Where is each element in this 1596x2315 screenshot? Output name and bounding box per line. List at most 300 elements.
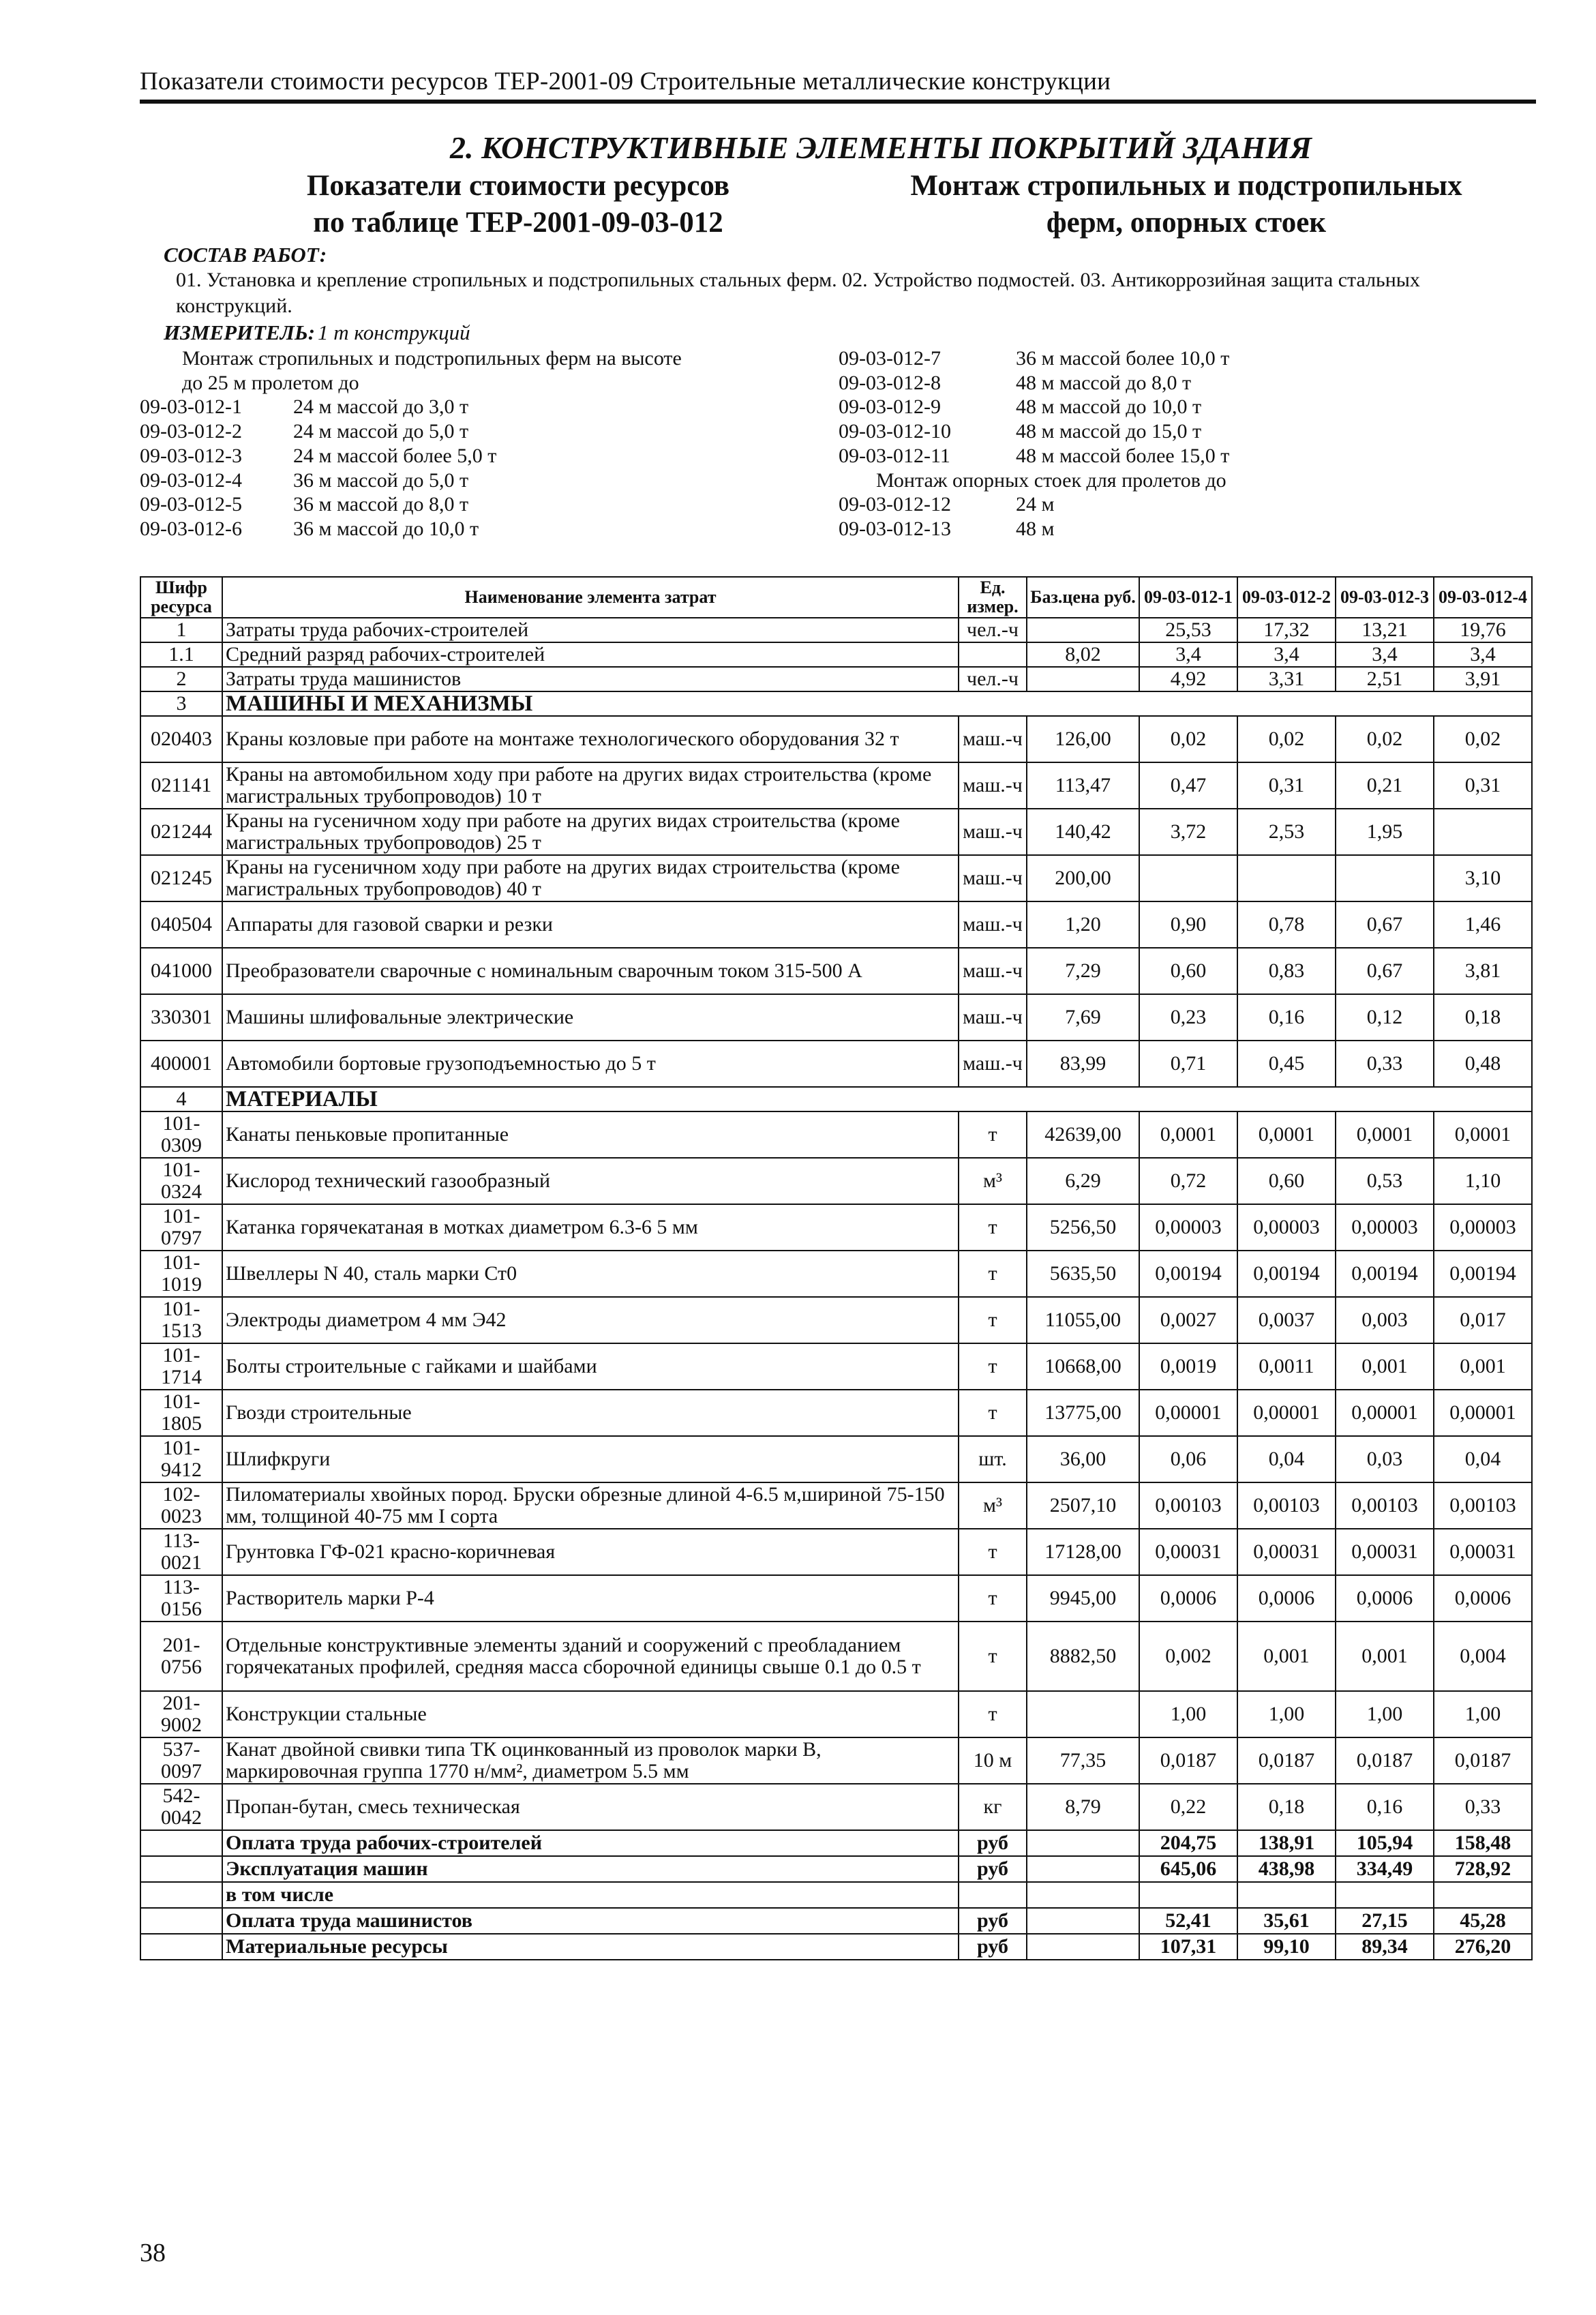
value-cell: 3,10 <box>1434 855 1532 901</box>
value-cell: 0,04 <box>1237 1436 1336 1482</box>
value-cell: 0,0001 <box>1336 1111 1434 1158</box>
resource-name: Кислород технический газообразный <box>222 1158 959 1204</box>
value-cell: 4,92 <box>1139 667 1237 691</box>
column-header: 09-03-012-3 <box>1336 577 1434 618</box>
summary-value: 27,15 <box>1336 1908 1434 1934</box>
table-row <box>140 1041 1532 1087</box>
value-cell: 0,001 <box>1336 1343 1434 1390</box>
resource-code: 542-0042 <box>140 1784 222 1830</box>
value-cell: 0,0001 <box>1237 1111 1336 1158</box>
code-id: 09-03-012-5 <box>140 493 242 516</box>
code-row <box>140 492 753 517</box>
summary-price <box>1027 1908 1139 1934</box>
summary-value: 334,49 <box>1336 1856 1434 1882</box>
resource-name: Канаты пеньковые пропитанные <box>222 1111 959 1158</box>
resource-code: 2 <box>140 667 222 691</box>
value-cell: 0,0037 <box>1237 1297 1336 1343</box>
subtitle-right <box>900 168 1473 241</box>
summary-value: 105,94 <box>1336 1830 1434 1856</box>
table-row <box>140 1343 1532 1390</box>
codes-intro-line: до 25 м пролетом до <box>182 371 359 394</box>
value-cell: 0,00103 <box>1139 1482 1237 1529</box>
base-price-cell: 5256,50 <box>1027 1204 1139 1251</box>
value-cell: 0,02 <box>1139 716 1237 762</box>
header-rule <box>140 100 1536 104</box>
value-cell: 0,00003 <box>1237 1204 1336 1251</box>
value-cell: 3,4 <box>1139 642 1237 667</box>
value-cell: 0,0001 <box>1434 1111 1532 1158</box>
code-desc: 48 м массой до 8,0 т <box>1016 371 1192 394</box>
resource-code: 201-0756 <box>140 1622 222 1691</box>
summary-name: Материальные ресурсы <box>222 1934 959 1960</box>
value-cell: 0,00031 <box>1336 1529 1434 1575</box>
value-cell <box>1434 809 1532 855</box>
value-cell: 0,12 <box>1336 994 1434 1041</box>
base-price-cell: 8882,50 <box>1027 1622 1139 1691</box>
summary-price <box>1027 1934 1139 1960</box>
summary-spacer <box>140 1882 222 1908</box>
value-cell <box>1237 855 1336 901</box>
base-price-cell: 36,00 <box>1027 1436 1139 1482</box>
table-row <box>140 809 1532 855</box>
table-row <box>140 1087 1532 1111</box>
base-price-cell: 140,42 <box>1027 809 1139 855</box>
value-cell: 1,00 <box>1139 1691 1237 1737</box>
table-row <box>140 762 1532 809</box>
base-price-cell: 2507,10 <box>1027 1482 1139 1529</box>
value-cell: 0,71 <box>1139 1041 1237 1087</box>
value-cell: 0,00031 <box>1434 1529 1532 1575</box>
table-row <box>140 1297 1532 1343</box>
summary-name: в том числе <box>222 1882 959 1908</box>
value-cell: 17,32 <box>1237 618 1336 642</box>
value-cell: 0,00001 <box>1237 1390 1336 1436</box>
base-price-cell: 7,29 <box>1027 948 1139 994</box>
summary-value: 45,28 <box>1434 1908 1532 1934</box>
base-price-cell: 6,29 <box>1027 1158 1139 1204</box>
table-row <box>140 1784 1532 1830</box>
value-cell: 0,00003 <box>1139 1204 1237 1251</box>
table-row <box>140 1436 1532 1482</box>
summary-value: 158,48 <box>1434 1830 1532 1856</box>
code-desc: 24 м массой более 5,0 т <box>293 444 497 467</box>
resource-code: 4 <box>140 1087 222 1111</box>
resource-name: Растворитель марки Р-4 <box>222 1575 959 1622</box>
page-number: 38 <box>140 2239 166 2267</box>
summary-spacer <box>140 1934 222 1960</box>
summary-row <box>140 1856 1532 1882</box>
code-id: 09-03-012-11 <box>839 444 950 467</box>
value-cell: 3,4 <box>1434 642 1532 667</box>
code-desc: 48 м массой более 15,0 т <box>1016 444 1230 467</box>
value-cell: 0,00031 <box>1139 1529 1237 1575</box>
column-header: Ед. измер. <box>959 577 1027 618</box>
value-cell: 1,46 <box>1434 901 1532 948</box>
resource-code: 020403 <box>140 716 222 762</box>
value-cell: 0,53 <box>1336 1158 1434 1204</box>
codes-subheading: Монтаж опорных стоек для пролетов до <box>876 468 1226 492</box>
code-row <box>140 444 753 468</box>
code-desc: 48 м <box>1016 517 1055 540</box>
table-row <box>140 1204 1532 1251</box>
section-title: 2. КОНСТРУКТИВНЫЕ ЭЛЕМЕНТЫ ПОКРЫТИЙ ЗДАНИЯ <box>450 130 1312 165</box>
resource-name: Электроды диаметром 4 мм Э42 <box>222 1297 959 1343</box>
unit-cell: 10 м <box>959 1737 1027 1784</box>
value-cell: 0,0187 <box>1139 1737 1237 1784</box>
base-price-cell: 13775,00 <box>1027 1390 1139 1436</box>
code-id: 09-03-012-3 <box>140 444 242 467</box>
value-cell: 2,51 <box>1336 667 1434 691</box>
subtitle-right-line: Монтаж стропильных и подстропильных <box>910 170 1462 202</box>
value-cell: 1,10 <box>1434 1158 1532 1204</box>
unit-cell: т <box>959 1575 1027 1622</box>
unit-cell: т <box>959 1622 1027 1691</box>
value-cell: 0,0006 <box>1434 1575 1532 1622</box>
resource-name: Преобразователи сварочные с номинальным сварочным током 315-500 А <box>222 948 959 994</box>
resource-code: 330301 <box>140 994 222 1041</box>
base-price-cell: 1,20 <box>1027 901 1139 948</box>
value-cell: 0,23 <box>1139 994 1237 1041</box>
summary-value <box>1336 1882 1434 1908</box>
value-cell: 0,18 <box>1434 994 1532 1041</box>
table-row <box>140 948 1532 994</box>
value-cell: 0,003 <box>1336 1297 1434 1343</box>
unit-cell: м³ <box>959 1482 1027 1529</box>
code-desc: 36 м массой до 10,0 т <box>293 517 479 540</box>
resource-code: 041000 <box>140 948 222 994</box>
resource-name: Аппараты для газовой сварки и резки <box>222 901 959 948</box>
value-cell: 0,18 <box>1237 1784 1336 1830</box>
summary-row <box>140 1882 1532 1908</box>
unit-cell: т <box>959 1204 1027 1251</box>
resource-code: 201-9002 <box>140 1691 222 1737</box>
resource-name: Краны козловые при работе на монтаже технологического оборудования 32 т <box>222 716 959 762</box>
unit-cell <box>959 642 1027 667</box>
value-cell: 1,95 <box>1336 809 1434 855</box>
resource-code: 101-1714 <box>140 1343 222 1390</box>
summary-value: 138,91 <box>1237 1830 1336 1856</box>
resource-code: 101-1019 <box>140 1251 222 1297</box>
summary-spacer <box>140 1830 222 1856</box>
value-cell: 0,001 <box>1336 1622 1434 1691</box>
value-cell: 0,004 <box>1434 1622 1532 1691</box>
value-cell: 0,02 <box>1237 716 1336 762</box>
value-cell: 0,0001 <box>1139 1111 1237 1158</box>
section-heading: МАТЕРИАЛЫ <box>222 1087 1532 1111</box>
value-cell: 0,017 <box>1434 1297 1532 1343</box>
base-price-cell: 8,02 <box>1027 642 1139 667</box>
code-id: 09-03-012-1 <box>140 395 242 419</box>
code-row <box>839 395 1520 419</box>
meter-value: 1 т конструкций <box>318 320 470 344</box>
subtitle-left-line: Показатели стоимости ресурсов <box>306 170 730 202</box>
value-cell: 0,31 <box>1237 762 1336 809</box>
value-cell: 1,00 <box>1336 1691 1434 1737</box>
resource-code: 537-0097 <box>140 1737 222 1784</box>
column-header: 09-03-012-2 <box>1237 577 1336 618</box>
unit-cell: т <box>959 1343 1027 1390</box>
base-price-cell <box>1027 618 1139 642</box>
resource-code: 1 <box>140 618 222 642</box>
value-cell: 0,00194 <box>1139 1251 1237 1297</box>
unit-cell: т <box>959 1111 1027 1158</box>
value-cell: 0,33 <box>1434 1784 1532 1830</box>
resource-code: 021141 <box>140 762 222 809</box>
value-cell <box>1336 855 1434 901</box>
summary-value: 728,92 <box>1434 1856 1532 1882</box>
resource-code: 3 <box>140 691 222 716</box>
resource-name: Швеллеры N 40, сталь марки Ст0 <box>222 1251 959 1297</box>
code-id: 09-03-012-6 <box>140 517 242 540</box>
meter-label: ИЗМЕРИТЕЛЬ: <box>164 320 316 344</box>
summary-value: 35,61 <box>1237 1908 1336 1934</box>
value-cell: 3,4 <box>1336 642 1434 667</box>
summary-unit: руб <box>959 1934 1027 1960</box>
resource-code: 101-0324 <box>140 1158 222 1204</box>
meter <box>164 320 470 345</box>
base-price-cell: 10668,00 <box>1027 1343 1139 1390</box>
table-row <box>140 716 1532 762</box>
unit-cell: м³ <box>959 1158 1027 1204</box>
value-cell: 0,78 <box>1237 901 1336 948</box>
value-cell: 3,4 <box>1237 642 1336 667</box>
unit-cell: чел.-ч <box>959 667 1027 691</box>
value-cell: 0,04 <box>1434 1436 1532 1482</box>
column-header: 09-03-012-4 <box>1434 577 1532 618</box>
works-text: 01. Установка и крепление стропильных и подстропильных стальных ферм. 02. Устройство подмостей. 03. Антикоррозийная защита стальных конструкций. <box>176 269 1420 317</box>
value-cell: 0,47 <box>1139 762 1237 809</box>
value-cell: 0,0187 <box>1434 1737 1532 1784</box>
unit-cell: т <box>959 1297 1027 1343</box>
value-cell: 0,00001 <box>1434 1390 1532 1436</box>
code-row <box>839 517 1520 541</box>
value-cell: 0,002 <box>1139 1622 1237 1691</box>
summary-value <box>1139 1882 1237 1908</box>
value-cell: 0,00001 <box>1336 1390 1434 1436</box>
value-cell: 0,72 <box>1139 1158 1237 1204</box>
resource-name: Болты строительные с гайками и шайбами <box>222 1343 959 1390</box>
code-desc: 24 м <box>1016 493 1055 516</box>
value-cell: 0,00194 <box>1434 1251 1532 1297</box>
value-cell: 0,00001 <box>1139 1390 1237 1436</box>
value-cell: 0,00103 <box>1434 1482 1532 1529</box>
unit-cell: шт. <box>959 1436 1027 1482</box>
base-price-cell: 5635,50 <box>1027 1251 1139 1297</box>
resource-name: Канат двойной свивки типа ТК оцинкованный из проволок марки В, маркировочная группа 1770 н/мм², диаметром 5.5 мм <box>222 1737 959 1784</box>
summary-price <box>1027 1830 1139 1856</box>
unit-cell: маш.-ч <box>959 948 1027 994</box>
code-desc: 48 м массой до 10,0 т <box>1016 395 1202 419</box>
summary-row <box>140 1934 1532 1960</box>
value-cell: 0,0019 <box>1139 1343 1237 1390</box>
table-row <box>140 901 1532 948</box>
table-row <box>140 642 1532 667</box>
code-id: 09-03-012-10 <box>839 420 951 443</box>
resource-name: Катанка горячекатаная в мотках диаметром 6.3-6 5 мм <box>222 1204 959 1251</box>
code-id: 09-03-012-9 <box>839 395 941 419</box>
summary-unit: руб <box>959 1908 1027 1934</box>
resource-code: 101-0309 <box>140 1111 222 1158</box>
value-cell: 25,53 <box>1139 618 1237 642</box>
summary-spacer <box>140 1856 222 1882</box>
value-cell: 0,16 <box>1336 1784 1434 1830</box>
summary-price <box>1027 1856 1139 1882</box>
code-id: 09-03-012-13 <box>839 517 951 540</box>
summary-value: 645,06 <box>1139 1856 1237 1882</box>
code-row <box>140 517 753 541</box>
summary-value: 107,31 <box>1139 1934 1237 1960</box>
resource-name: Автомобили бортовые грузоподъемностью до 5 т <box>222 1041 959 1087</box>
table-row <box>140 1691 1532 1737</box>
code-id: 09-03-012-2 <box>140 420 242 443</box>
value-cell: 0,45 <box>1237 1041 1336 1087</box>
resource-name: Отдельные конструктивные элементы зданий и сооружений с преобладанием горячекатаных профилей, средняя масса сборочной единицы свыше 0.1 до 0.5 т <box>222 1622 959 1691</box>
base-price-cell: 42639,00 <box>1027 1111 1139 1158</box>
code-desc: 36 м массой до 5,0 т <box>293 468 469 492</box>
resource-code: 113-0021 <box>140 1529 222 1575</box>
resource-name: Краны на автомобильном ходу при работе на других видах строительства (кроме магистральных трубопроводов) 10 т <box>222 762 959 809</box>
summary-price <box>1027 1882 1139 1908</box>
table-row <box>140 1482 1532 1529</box>
table-row <box>140 618 1532 642</box>
value-cell: 1,00 <box>1237 1691 1336 1737</box>
subtitle-right-line: ферм, опорных стоек <box>1046 207 1327 239</box>
table-row <box>140 1622 1532 1691</box>
summary-name: Оплата труда рабочих-строителей <box>222 1830 959 1856</box>
value-cell: 0,33 <box>1336 1041 1434 1087</box>
code-row <box>839 346 1520 371</box>
value-cell: 19,76 <box>1434 618 1532 642</box>
code-row <box>839 492 1520 517</box>
summary-value: 89,34 <box>1336 1934 1434 1960</box>
value-cell: 0,03 <box>1336 1436 1434 1482</box>
table-row <box>140 1390 1532 1436</box>
subtitle-left <box>280 168 757 241</box>
value-cell: 0,60 <box>1237 1158 1336 1204</box>
value-cell <box>1139 855 1237 901</box>
code-desc: 48 м массой до 15,0 т <box>1016 420 1202 443</box>
value-cell: 0,02 <box>1434 716 1532 762</box>
summary-value: 276,20 <box>1434 1934 1532 1960</box>
codes-list-right <box>839 346 1520 541</box>
summary-value <box>1434 1882 1532 1908</box>
summary-value: 204,75 <box>1139 1830 1237 1856</box>
summary-unit: руб <box>959 1856 1027 1882</box>
unit-cell: т <box>959 1691 1027 1737</box>
value-cell: 0,21 <box>1336 762 1434 809</box>
resource-name: Затраты труда рабочих-строителей <box>222 618 959 642</box>
summary-row <box>140 1830 1532 1856</box>
base-price-cell <box>1027 1691 1139 1737</box>
code-row <box>839 419 1520 444</box>
table-row <box>140 1529 1532 1575</box>
base-price-cell: 126,00 <box>1027 716 1139 762</box>
base-price-cell <box>1027 667 1139 691</box>
value-cell: 0,90 <box>1139 901 1237 948</box>
unit-cell: т <box>959 1390 1027 1436</box>
code-row <box>140 395 753 419</box>
value-cell: 0,00003 <box>1336 1204 1434 1251</box>
works-label: СОСТАВ РАБОТ: <box>164 243 327 267</box>
summary-row <box>140 1908 1532 1934</box>
code-id: 09-03-012-8 <box>839 371 941 394</box>
value-cell: 0,16 <box>1237 994 1336 1041</box>
resource-code: 400001 <box>140 1041 222 1087</box>
value-cell: 0,0006 <box>1336 1575 1434 1622</box>
unit-cell: т <box>959 1251 1027 1297</box>
section-heading: МАШИНЫ И МЕХАНИЗМЫ <box>222 691 1532 716</box>
value-cell: 3,91 <box>1434 667 1532 691</box>
summary-name: Оплата труда машинистов <box>222 1908 959 1934</box>
value-cell: 0,00194 <box>1336 1251 1434 1297</box>
base-price-cell: 77,35 <box>1027 1737 1139 1784</box>
value-cell: 0,00103 <box>1336 1482 1434 1529</box>
value-cell: 1,00 <box>1434 1691 1532 1737</box>
base-price-cell: 113,47 <box>1027 762 1139 809</box>
value-cell: 0,001 <box>1237 1622 1336 1691</box>
code-id: 09-03-012-4 <box>140 468 242 492</box>
subtitle-left-line: по таблице ТЕР-2001-09-03-012 <box>313 207 723 239</box>
column-header: Наименование элемента затрат <box>222 577 959 618</box>
base-price-cell: 83,99 <box>1027 1041 1139 1087</box>
resource-name: Конструкции стальные <box>222 1691 959 1737</box>
summary-name: Эксплуатация машин <box>222 1856 959 1882</box>
resource-name: Пропан-бутан, смесь техническая <box>222 1784 959 1830</box>
unit-cell: маш.-ч <box>959 809 1027 855</box>
resource-code: 113-0156 <box>140 1575 222 1622</box>
code-row <box>140 468 753 493</box>
value-cell: 13,21 <box>1336 618 1434 642</box>
code-desc: 36 м массой более 10,0 т <box>1016 347 1230 370</box>
value-cell: 3,72 <box>1139 809 1237 855</box>
value-cell: 0,0006 <box>1139 1575 1237 1622</box>
code-row <box>140 419 753 444</box>
code-row <box>839 444 1520 468</box>
table-header-row <box>140 577 1532 618</box>
resource-code: 021245 <box>140 855 222 901</box>
value-cell: 0,00003 <box>1434 1204 1532 1251</box>
value-cell: 0,02 <box>1336 716 1434 762</box>
table-row <box>140 667 1532 691</box>
base-price-cell: 11055,00 <box>1027 1297 1139 1343</box>
value-cell: 0,31 <box>1434 762 1532 809</box>
column-header: Шифр ресурса <box>140 577 222 618</box>
value-cell: 0,0187 <box>1336 1737 1434 1784</box>
resource-name: Средний разряд рабочих-строителей <box>222 642 959 667</box>
column-header: 09-03-012-1 <box>1139 577 1237 618</box>
unit-cell: чел.-ч <box>959 618 1027 642</box>
table-row <box>140 1111 1532 1158</box>
value-cell: 0,00103 <box>1237 1482 1336 1529</box>
code-id: 09-03-012-12 <box>839 493 951 516</box>
resource-code: 101-1805 <box>140 1390 222 1436</box>
unit-cell: кг <box>959 1784 1027 1830</box>
resource-code: 040504 <box>140 901 222 948</box>
table-row <box>140 855 1532 901</box>
value-cell: 0,06 <box>1139 1436 1237 1482</box>
codes-intro-line: Монтаж стропильных и подстропильных ферм на высоте <box>182 347 682 370</box>
unit-cell: маш.-ч <box>959 716 1027 762</box>
table-row <box>140 1251 1532 1297</box>
unit-cell: маш.-ч <box>959 901 1027 948</box>
code-id: 09-03-012-7 <box>839 347 941 370</box>
value-cell: 0,83 <box>1237 948 1336 994</box>
summary-spacer <box>140 1908 222 1934</box>
code-row <box>839 371 1520 395</box>
base-price-cell: 8,79 <box>1027 1784 1139 1830</box>
value-cell: 0,60 <box>1139 948 1237 994</box>
value-cell: 0,67 <box>1336 901 1434 948</box>
